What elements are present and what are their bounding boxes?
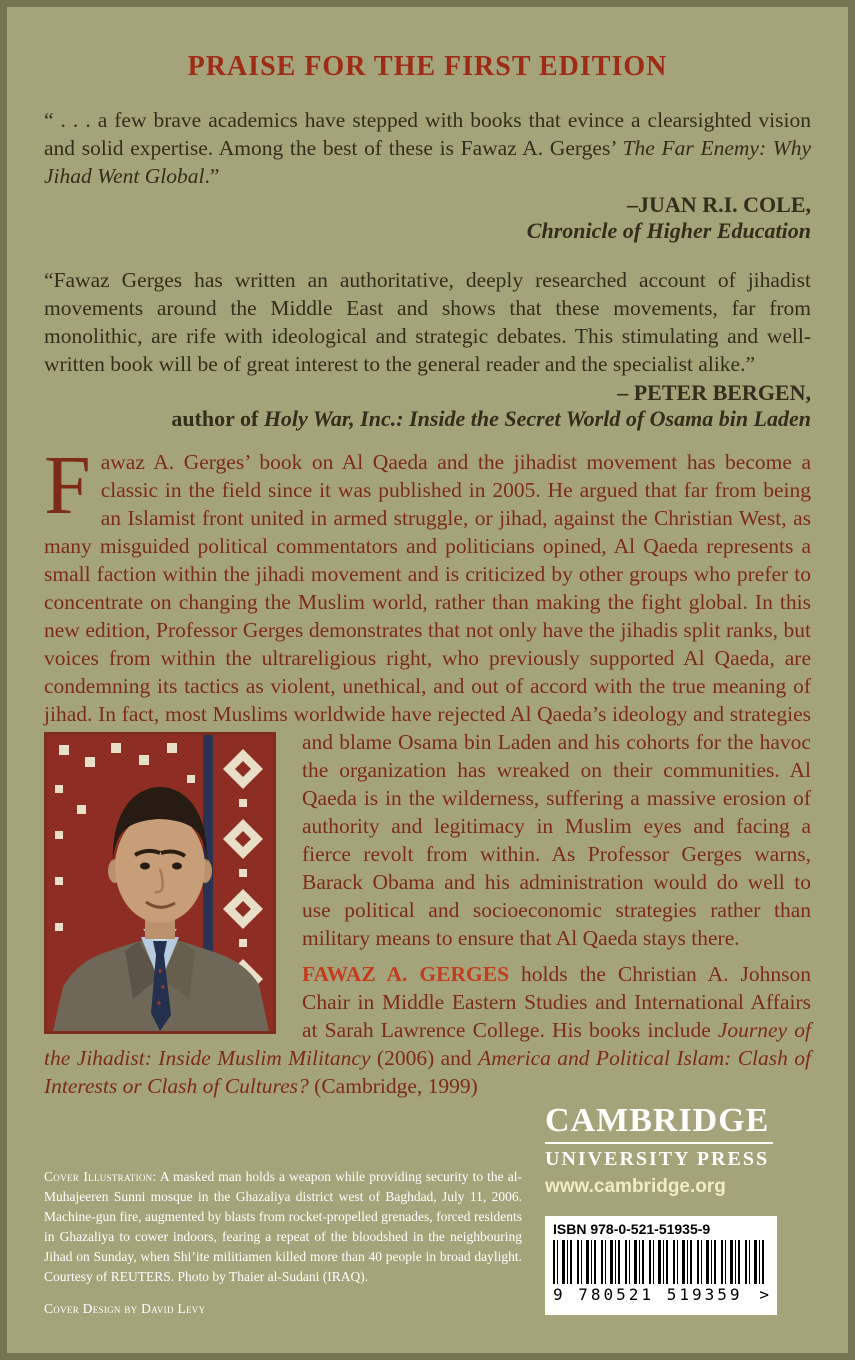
- illustration-credit-label: Cover Illustration:: [44, 1169, 157, 1184]
- publisher-website: www.cambridge.org: [545, 1176, 726, 1197]
- synopsis-part1: awaz A. Gerges’ book on Al Qaeda and the jihadist movement has become a classic in the field since it was published in 2005. He argued that far from being an Islamist front united in armed struggle, or jihad, against the Christian West, as many misguided political commentators and politicians opined, Al Qaeda represents a small faction within the jihadi movement and is criticized by other groups who prefer to concentrate on changing the Muslim world, rather than making the fight global. In this new edition, Professor Gerges demonstrates that not only have the jihadis split ranks, but voices from within the ultrareligious right, who previously supported Al Qaeda, are condemning its tactics as violent, unethical, and out of accord with the true meaning of jihad. In fact, most Muslims worldwide have rejected Al Qaeda’s ideology and strategies and blame Osama bin: [44, 450, 811, 754]
- barcode-bars: [553, 1240, 769, 1284]
- attribution-cole-name: –JUAN R.I. COLE,: [627, 192, 811, 217]
- cover-credits: [44, 1167, 522, 1319]
- synopsis-part2: Laden and his cohorts for the havoc the organization has wreaked on their communities. Al Qaeda is in the wilderness, suffering a massive erosion of authority and legitimacy in Muslim eyes and facing a fierce revolt from within. As Professor Gerges warns, Barack Obama and his administration would do well to use political and socioeconomic strategies rather than military means to ensure that Al Qaeda stays there.: [302, 730, 811, 950]
- cover-illustration-credit: [44, 1167, 522, 1287]
- quote-bergen: “Fawaz Gerges has written an authoritative, deeply researched account of jihadist movements around the Middle East and shows that these movements, far from monolithic, are rife with ideological and strategic debates. This stimulating and well-written book will be of great interest to the general reader and the specialist alike.”: [44, 268, 811, 376]
- bio-text-3: (Cambridge, 1999): [308, 1074, 478, 1098]
- attribution-bergen-prefix: author of: [171, 406, 264, 431]
- barcode: [545, 1216, 777, 1315]
- barcode-digits: [553, 1286, 769, 1304]
- author-photo: [44, 732, 276, 1034]
- isbn-label: ISBN 978-0-521-51935-9: [553, 1221, 711, 1237]
- quote-cole-book-title: The Far Enemy: Why Jihad Went Global: [44, 136, 811, 188]
- attribution-cole-source: Chronicle of Higher Education: [526, 218, 811, 243]
- attribution-bergen-source: [44, 406, 811, 432]
- quote-cole: [44, 106, 811, 190]
- dropcap: F: [44, 439, 91, 532]
- synopsis-paragraph: [44, 439, 811, 952]
- bio-book-title-1: Journey of the Jihadist: Inside Muslim Militancy: [44, 1018, 811, 1070]
- bio-text-2: (2006) and: [370, 1046, 479, 1070]
- barcode-chevron: >: [759, 1285, 769, 1304]
- bio-text-1: holds the Christian A. Johnson Chair in Middle Eastern Studies and International Affairs at Sarah Lawrence College. His books include: [302, 962, 811, 1042]
- quote-cole-close: .”: [204, 164, 220, 188]
- author-name: FAWAZ A. GERGES: [302, 962, 510, 986]
- bio-book-title-2: America and Political Islam: Clash of Interests or Clash of Cultures?: [44, 1046, 811, 1098]
- attribution-bergen-book: Holy War, Inc.: Inside the Secret World of Osama bin Laden: [263, 406, 811, 431]
- barcode-number: 9 780521 519359: [553, 1285, 743, 1304]
- publisher-block: [545, 1103, 795, 1198]
- publisher-subtitle: UNIVERSITY PRESS: [545, 1148, 770, 1170]
- logo-rule: [545, 1142, 773, 1144]
- cover-design-credit: Cover Design by David Levy: [44, 1301, 206, 1316]
- attribution-cole: [44, 192, 811, 244]
- praise-heading: PRAISE FOR THE FIRST EDITION: [187, 51, 668, 82]
- attribution-bergen: [44, 380, 811, 432]
- cambridge-logo: CAMBRIDGE: [545, 1102, 770, 1139]
- illustration-credit-text: A masked man holds a weapon while providing security to the al-Muhajeeren Sunni mosque in the Ghazaliya district west of Baghdad, July 11, 2006. Machine-gun fire, augmented by blasts from rocket-propelled grenades, forced residents in Ghazaliya to cower indoors, fearing a repeat of the bloodshed in the neighbouring Jihad on Sunday, when Shi’ite militiamen killed more than 40 people in broad daylight. Courtesy of REUTERS. Photo by Thaier al-Sudani (IRAQ).: [44, 1169, 522, 1284]
- attribution-bergen-name: – PETER BERGEN,: [617, 380, 811, 405]
- author-portrait-illustration: [47, 735, 273, 1031]
- quote-cole-text: “ . . . a few brave academics have stepped with books that evince a clearsighted vision and solid expertise. Among the best of these is Fawaz A. Gerges’: [44, 108, 811, 160]
